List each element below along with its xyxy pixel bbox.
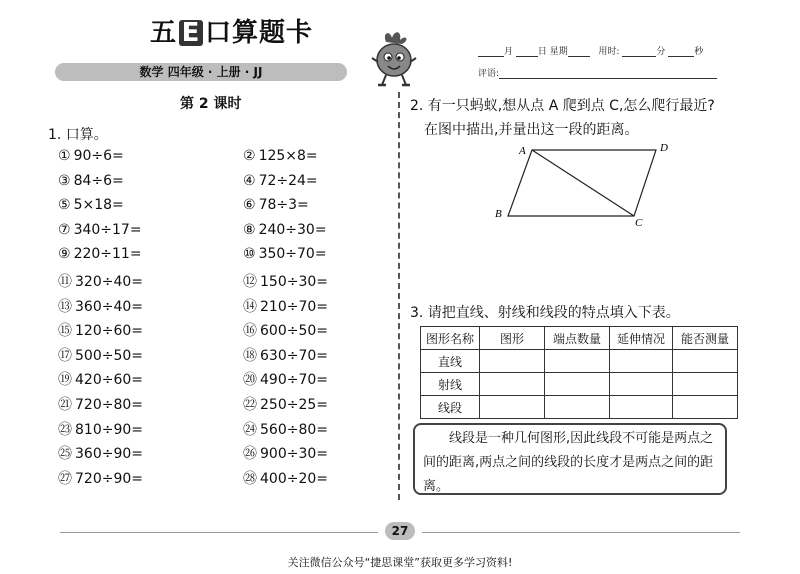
item-expression: 210÷70=: [260, 298, 328, 315]
comment-line: [478, 66, 717, 79]
table-row: [421, 373, 738, 396]
q2-question: [410, 94, 770, 142]
comment-blank[interactable]: [499, 69, 717, 79]
q1-item: [58, 296, 143, 316]
q1-item: [243, 222, 327, 238]
q2-line2: 在图中描出,并量出这一段的距离。: [424, 122, 639, 138]
item-number: ㉗: [58, 470, 72, 487]
point-b-label: B: [495, 208, 502, 220]
q1-item: [58, 197, 124, 213]
q1-item: [58, 345, 143, 365]
brand-prefix: 五: [150, 18, 178, 48]
table-header-row: [421, 327, 738, 350]
item-number: ⑬: [58, 298, 72, 315]
item-number: ⑭: [243, 298, 257, 315]
q1-item: [243, 419, 328, 439]
item-expression: 420÷60=: [75, 372, 143, 389]
month-blank[interactable]: [478, 47, 504, 57]
item-number: ㉘: [243, 470, 257, 487]
item-number: ⑰: [58, 347, 72, 364]
item-number: ㉔: [243, 421, 257, 438]
item-number: ⑮: [58, 323, 72, 340]
q1-item: [58, 271, 143, 291]
mascot-illustration: [368, 28, 420, 88]
q1-item: [243, 345, 328, 365]
item-number: ⑧: [243, 221, 256, 238]
item-expression: 340÷17=: [73, 221, 142, 238]
item-number: ㉕: [58, 446, 72, 463]
q1-item: [243, 468, 328, 488]
weekday-blank[interactable]: [568, 47, 590, 57]
seconds-blank[interactable]: [668, 47, 694, 57]
note-text: 线段是一种几何图形,因此线段不可能是两点之间的距离,两点之间的线段的长度才是两点之间的距离。: [423, 431, 714, 494]
item-number: ⑱: [243, 347, 257, 364]
item-expression: 500÷50=: [75, 347, 143, 364]
item-number: ⑦: [58, 221, 71, 238]
item-number: ⑩: [243, 246, 256, 263]
q1-item: [58, 148, 124, 164]
point-d-label: D: [660, 142, 668, 154]
date-line: [478, 44, 703, 57]
item-expression: 720÷90=: [75, 470, 143, 487]
item-expression: 220÷11=: [73, 246, 142, 263]
comment-label: 评语:: [478, 69, 500, 79]
item-expression: 78÷3=: [258, 197, 309, 214]
answer-cell[interactable]: [545, 350, 610, 373]
brand-title: [150, 12, 313, 49]
item-number: ④: [243, 172, 256, 189]
table-row: [421, 396, 738, 419]
answer-cell[interactable]: [480, 350, 545, 373]
answer-cell[interactable]: [610, 396, 673, 419]
seconds-label: 秒: [694, 47, 704, 57]
month-label: 月: [504, 47, 514, 57]
q1-item: [243, 296, 328, 316]
item-number: ①: [58, 148, 71, 164]
q1-item: [243, 197, 309, 213]
footer-rule-right: [422, 532, 740, 533]
lesson-title: 第 2 课时: [180, 96, 242, 112]
q1-title: 1. 口算。: [48, 127, 108, 143]
minutes-label: 分: [656, 47, 666, 57]
q3-title: 3. 请把直线、射线和线段的特点填入下表。: [410, 305, 680, 321]
day-blank[interactable]: [516, 47, 538, 57]
day-label: 日: [537, 47, 547, 57]
table-row: [421, 350, 738, 373]
item-number: ③: [58, 172, 71, 189]
item-expression: 72÷24=: [258, 172, 318, 189]
answer-cell[interactable]: [610, 350, 673, 373]
row-label: 线段: [421, 396, 480, 419]
item-expression: 320÷40=: [75, 274, 143, 290]
item-number: ⑥: [243, 197, 256, 214]
column-divider: [398, 92, 400, 500]
item-expression: 810÷90=: [75, 421, 143, 438]
item-expression: 84÷6=: [73, 172, 124, 189]
table-header-cell: 延伸情况: [610, 327, 673, 350]
item-expression: 90÷6=: [73, 148, 124, 164]
note-box: [413, 423, 727, 495]
brand-letter: E: [179, 20, 203, 46]
q1-item: [58, 246, 142, 262]
item-expression: 630÷70=: [260, 347, 328, 364]
answer-cell[interactable]: [673, 373, 738, 396]
point-c-label: C: [635, 217, 643, 229]
answer-cell[interactable]: [545, 396, 610, 419]
minutes-blank[interactable]: [622, 47, 656, 57]
item-number: ⑪: [58, 274, 72, 290]
q1-item: [58, 369, 143, 389]
q1-item: [58, 222, 142, 238]
item-expression: 490÷70=: [260, 372, 328, 389]
item-number: ⑳: [243, 372, 257, 389]
item-number: ㉖: [243, 446, 257, 463]
q1-item: [243, 246, 327, 262]
item-number: ㉒: [243, 397, 257, 413]
item-expression: 250÷25=: [260, 397, 328, 413]
table-header-cell: 端点数量: [545, 327, 610, 350]
q1-item: [243, 173, 318, 189]
item-number: ⑫: [243, 274, 257, 290]
q2-line1: 2. 有一只蚂蚁,想从点 A 爬到点 C,怎么爬行最近?: [410, 98, 715, 114]
item-number: ⑲: [58, 372, 72, 389]
footer-rule-left: [60, 532, 378, 533]
item-expression: 720÷80=: [75, 397, 143, 413]
table-header-cell: 图形: [480, 327, 545, 350]
item-expression: 600÷50=: [260, 323, 328, 340]
brand-suffix: 口算题卡: [205, 18, 314, 48]
item-number: ②: [243, 148, 256, 164]
parallelogram-diagram[interactable]: [492, 140, 682, 232]
item-expression: 5×18=: [73, 197, 124, 214]
diagonal-ac: [532, 150, 634, 216]
answer-cell[interactable]: [480, 373, 545, 396]
item-expression: 125×8=: [258, 148, 318, 164]
row-label: 射线: [421, 373, 480, 396]
page-number: 27: [385, 522, 415, 540]
weekday-label: 星期: [549, 47, 568, 57]
subtitle-bar: 数学 四年级 · 上册 · JJ: [55, 63, 347, 81]
features-table: [420, 326, 738, 419]
item-expression: 560÷80=: [260, 421, 328, 438]
item-expression: 360÷90=: [75, 446, 143, 463]
q1-item: [243, 271, 328, 291]
q1-item: [58, 173, 124, 189]
q1-item: [58, 419, 143, 439]
answer-cell[interactable]: [673, 396, 738, 419]
time-used-label: 用时:: [598, 47, 620, 57]
point-a-label: A: [519, 145, 526, 157]
q1-item: [243, 148, 318, 164]
q1-item: [243, 443, 328, 463]
q1-item: [243, 320, 328, 340]
q1-item: [58, 443, 143, 463]
item-expression: 360÷40=: [75, 298, 143, 315]
row-label: 直线: [421, 350, 480, 373]
item-number: ⑨: [58, 246, 71, 263]
item-expression: 150÷30=: [260, 274, 328, 290]
q1-item: [58, 320, 143, 340]
answer-cell[interactable]: [545, 373, 610, 396]
item-expression: 120÷60=: [75, 323, 143, 340]
q1-item: [58, 394, 143, 414]
table-header-cell: 图形名称: [421, 327, 480, 350]
item-expression: 350÷70=: [258, 246, 327, 263]
answer-cell[interactable]: [480, 396, 545, 419]
answer-cell[interactable]: [610, 373, 673, 396]
item-number: ⑤: [58, 197, 71, 214]
q1-item: [243, 369, 328, 389]
answer-cell[interactable]: [673, 350, 738, 373]
q1-item: [243, 394, 328, 414]
footer-text: 关注微信公众号“捷思课堂”获取更多学习资料!: [287, 556, 513, 569]
item-expression: 900÷30=: [260, 446, 328, 463]
q1-item: [58, 468, 143, 488]
item-number: ㉑: [58, 397, 72, 413]
table-header-cell: 能否测量: [673, 327, 738, 350]
item-number: ⑯: [243, 323, 257, 340]
item-expression: 400÷20=: [260, 470, 328, 487]
item-number: ㉓: [58, 421, 72, 438]
item-expression: 240÷30=: [258, 221, 327, 238]
